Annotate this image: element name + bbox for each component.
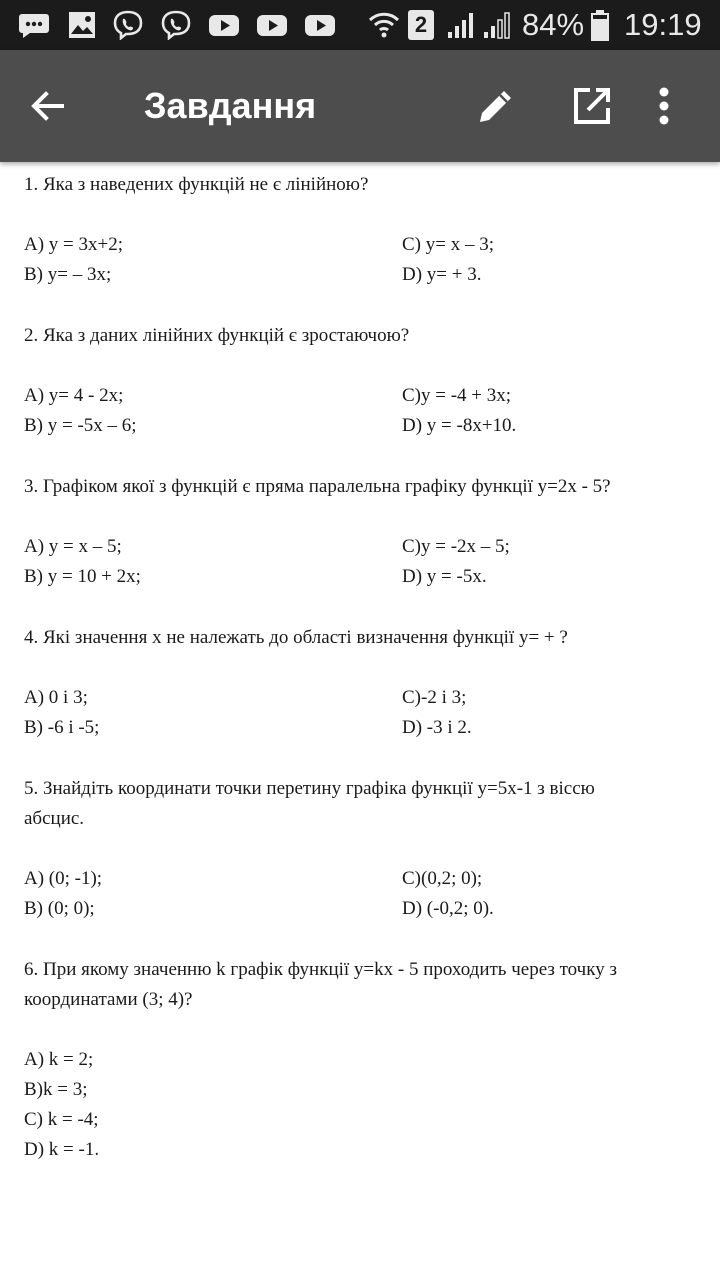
sim-slot-number: 2	[414, 12, 428, 37]
question-1-text: 1. Яка з наведених функцій не є лінійною?	[24, 174, 369, 195]
question-1-option-c: C) y= x – 3;	[402, 234, 494, 255]
question-3-text: 3. Графіком якої з функцій є пряма паралельна графіку функції y=2x - 5?	[24, 476, 611, 497]
question-4-option-a: A) 0 і 3;	[24, 687, 88, 708]
wifi-icon	[368, 10, 400, 40]
question-6-option-a: A) k = 2;	[24, 1049, 94, 1070]
question-4-text: 4. Які значення x не належать до області визначення функції y= + ?	[24, 627, 568, 648]
question-6-option-d: D) k = -1.	[24, 1139, 100, 1160]
youtube-icon	[256, 10, 288, 40]
document-content	[0, 162, 720, 1280]
youtube-icon	[208, 10, 240, 40]
question-6-text-continued: координатами (3; 4)?	[24, 989, 193, 1010]
messages-icon	[18, 10, 50, 40]
question-1-option-b: B) y= – 3x;	[24, 264, 112, 285]
viber-icon	[112, 10, 144, 40]
viber-icon	[160, 10, 192, 40]
open-external-icon	[572, 86, 612, 126]
app-toolbar	[0, 50, 720, 162]
more-vertical-icon	[656, 86, 672, 126]
sim-2-icon	[408, 10, 434, 40]
question-2-option-b: B) y = -5x – 6;	[24, 415, 137, 436]
battery-icon	[590, 10, 610, 40]
question-5-option-a: A) (0; -1);	[24, 868, 103, 889]
question-3-option-d: D) y = -5x.	[402, 566, 487, 587]
question-3-option-b: B) y = 10 + 2x;	[24, 566, 141, 587]
more-options-button[interactable]	[644, 74, 684, 138]
open-external-button[interactable]	[560, 74, 624, 138]
battery-percent: 84%	[522, 7, 585, 42]
question-6-text: 6. При якому значенню k графік функції y=kx - 5 проходить через точку з	[24, 959, 617, 980]
question-5-option-c: C)(0,2; 0);	[402, 868, 483, 889]
question-5-text: 5. Знайдіть координати точки перетину графіка функції y=5x-1 з віссю	[24, 778, 595, 799]
pencil-icon	[476, 86, 516, 126]
question-2-option-c: C)y = -4 + 3x;	[402, 385, 512, 406]
question-6-option-c: C) k = -4;	[24, 1109, 99, 1130]
question-5-text-continued: абсцис.	[24, 808, 85, 829]
question-4-option-c: C)-2 і 3;	[402, 687, 467, 708]
question-4-option-b: B) -6 і -5;	[24, 717, 100, 738]
back-arrow-icon	[28, 86, 68, 126]
youtube-icon	[304, 10, 336, 40]
question-5-option-b: B) (0; 0);	[24, 898, 95, 919]
question-2-option-d: D) y = -8x+10.	[402, 415, 517, 436]
edit-button[interactable]	[464, 74, 528, 138]
back-button[interactable]	[16, 74, 80, 138]
clock: 19:19	[624, 7, 702, 42]
page-title: Завдання	[144, 85, 317, 126]
question-2-option-a: A) y= 4 - 2x;	[24, 385, 124, 406]
question-1-option-a: A) y = 3x+2;	[24, 234, 124, 255]
question-3-option-a: A) y = x – 5;	[24, 536, 122, 557]
question-1-option-d: D) y= + 3.	[402, 264, 482, 285]
signal-icon	[446, 10, 478, 40]
question-5-option-d: D) (-0,2; 0).	[402, 898, 494, 919]
question-4-option-d: D) -3 і 2.	[402, 717, 472, 738]
signal-icon	[482, 10, 514, 40]
question-2-text: 2. Яка з даних лінійних функцій є зростаючою?	[24, 325, 410, 346]
gallery-icon	[66, 10, 98, 40]
question-3-option-c: C)y = -2x – 5;	[402, 536, 510, 557]
status-bar	[0, 0, 720, 50]
question-6-option-b: B)k = 3;	[24, 1079, 88, 1100]
